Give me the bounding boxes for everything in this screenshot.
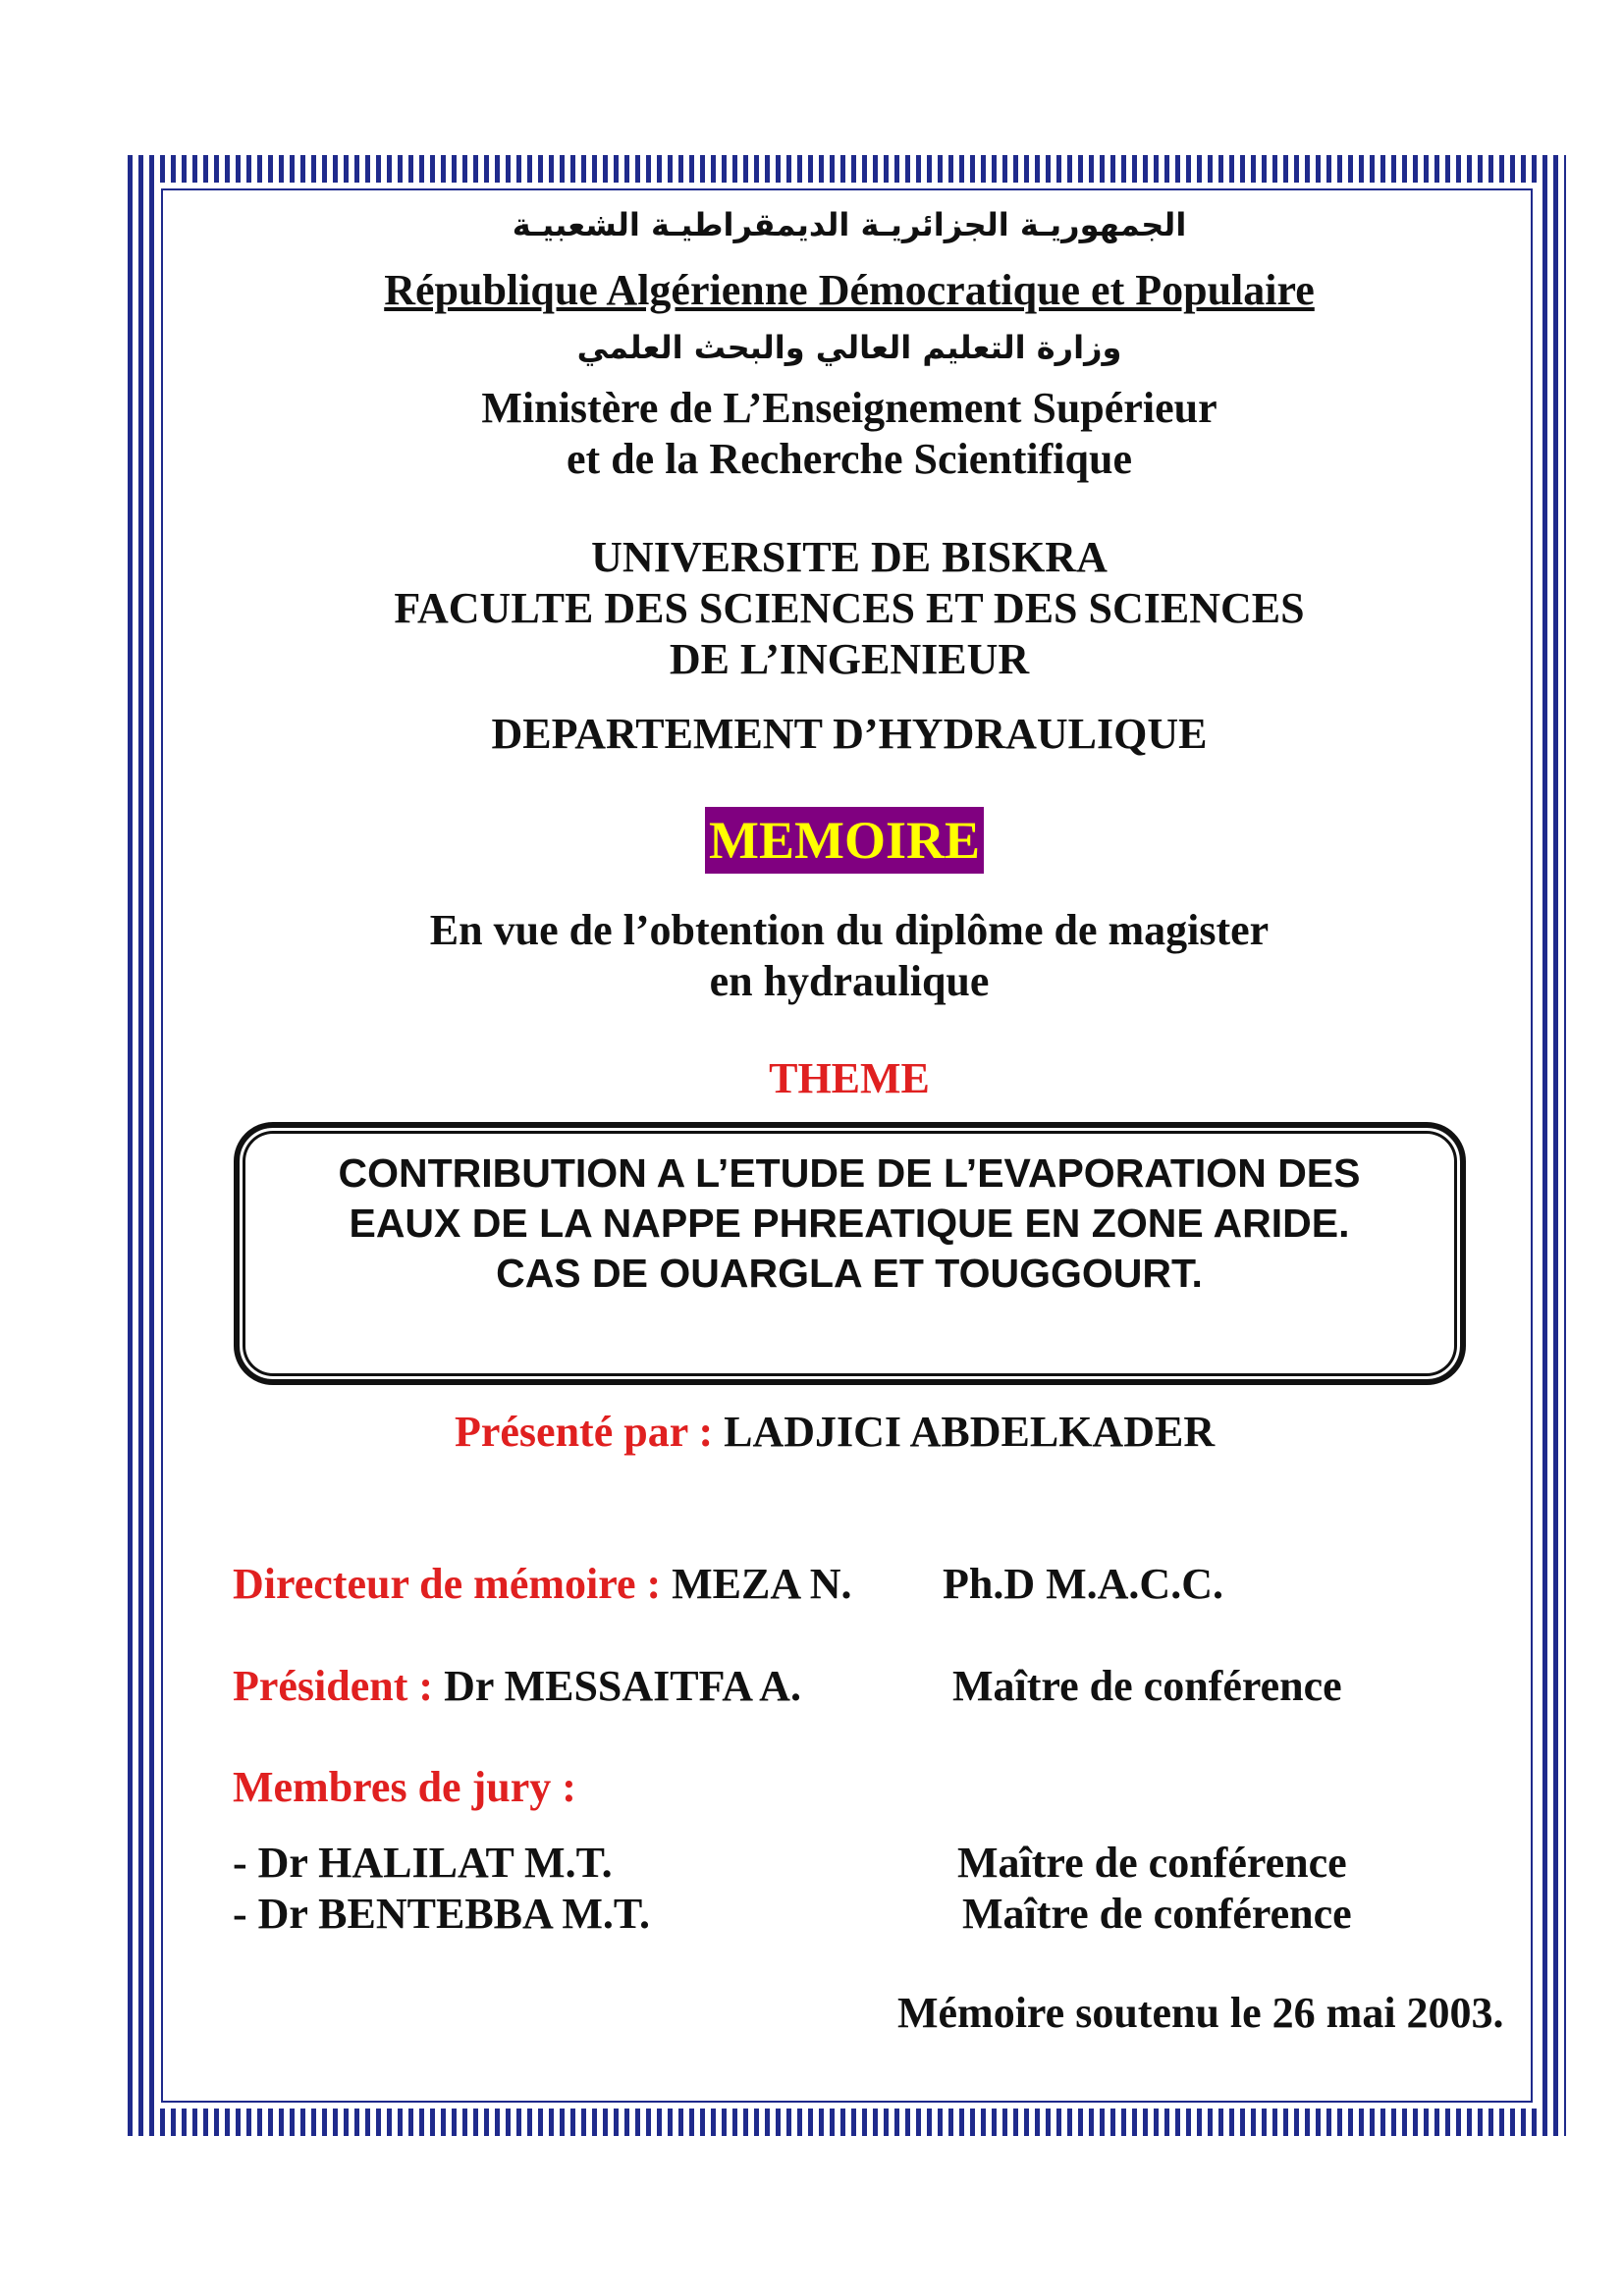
university-name: UNIVERSITE DE BISKRA [591,533,1108,581]
president-row [233,1661,801,1712]
president-name: Dr MESSAITFA A. [444,1662,801,1710]
jury-member-title: Maître de conférence [962,1890,1352,1938]
jury-member-title: Maître de conférence [957,1839,1347,1887]
presented-by-label: Présenté par : [455,1408,725,1456]
presented-by [455,1407,1215,1458]
ministry-line-2: et de la Recherche Scientifique [567,435,1132,483]
theme-title [245,1148,1453,1299]
director-row [233,1559,852,1610]
theme-line-3: CAS DE OUARGLA ET TOUGGOURT. [496,1251,1203,1296]
ministry-line-1: Ministère de L’Enseignement Supérieur [481,384,1217,432]
faculty-line-1: FACULTE DES SCIENCES ET DES SCIENCES [394,584,1305,632]
jury-member-name: - Dr BENTEBBA M.T. [233,1890,650,1938]
director-label: Directeur de mémoire : [233,1560,673,1608]
department-name: DEPARTEMENT D’HYDRAULIQUE [491,710,1208,758]
purpose-line-2: en hydraulique [709,957,990,1005]
jury-members-label: Membres de jury : [233,1763,576,1811]
director-name: MEZA N. [672,1560,852,1608]
president-label: Président : [233,1662,445,1710]
president-title: Maître de conférence [952,1662,1342,1710]
theme-line-2: EAUX DE LA NAPPE PHREATIQUE EN ZONE ARIDE. [349,1201,1350,1246]
director-title: Ph.D M.A.C.C. [943,1560,1223,1608]
theme-label: THEME [769,1054,930,1102]
arabic-ministry-title: وزارة التعليم العالي والبحث العلمي [576,329,1122,366]
theme-line-1: CONTRIBUTION A L’ETUDE DE L’EVAPORATION DES [338,1150,1361,1196]
author-name: LADJICI ABDELKADER [724,1408,1216,1456]
republic-title: République Algérienne Démocratique et Populaire [384,266,1315,314]
jury-member-name: - Dr HALILAT M.T. [233,1839,613,1887]
defense-date: Mémoire soutenu le 26 mai 2003. [897,1989,1504,2037]
faculty-line-2: DE L’INGENIEUR [669,635,1030,683]
arabic-republic-title: الجمهوريـة الجزائريـة الديمقراطيـة الشعبيـة [512,206,1187,243]
document-type-badge: MEMOIRE [705,807,984,874]
purpose-line-1: En vue de l’obtention du diplôme de magister [429,906,1270,954]
